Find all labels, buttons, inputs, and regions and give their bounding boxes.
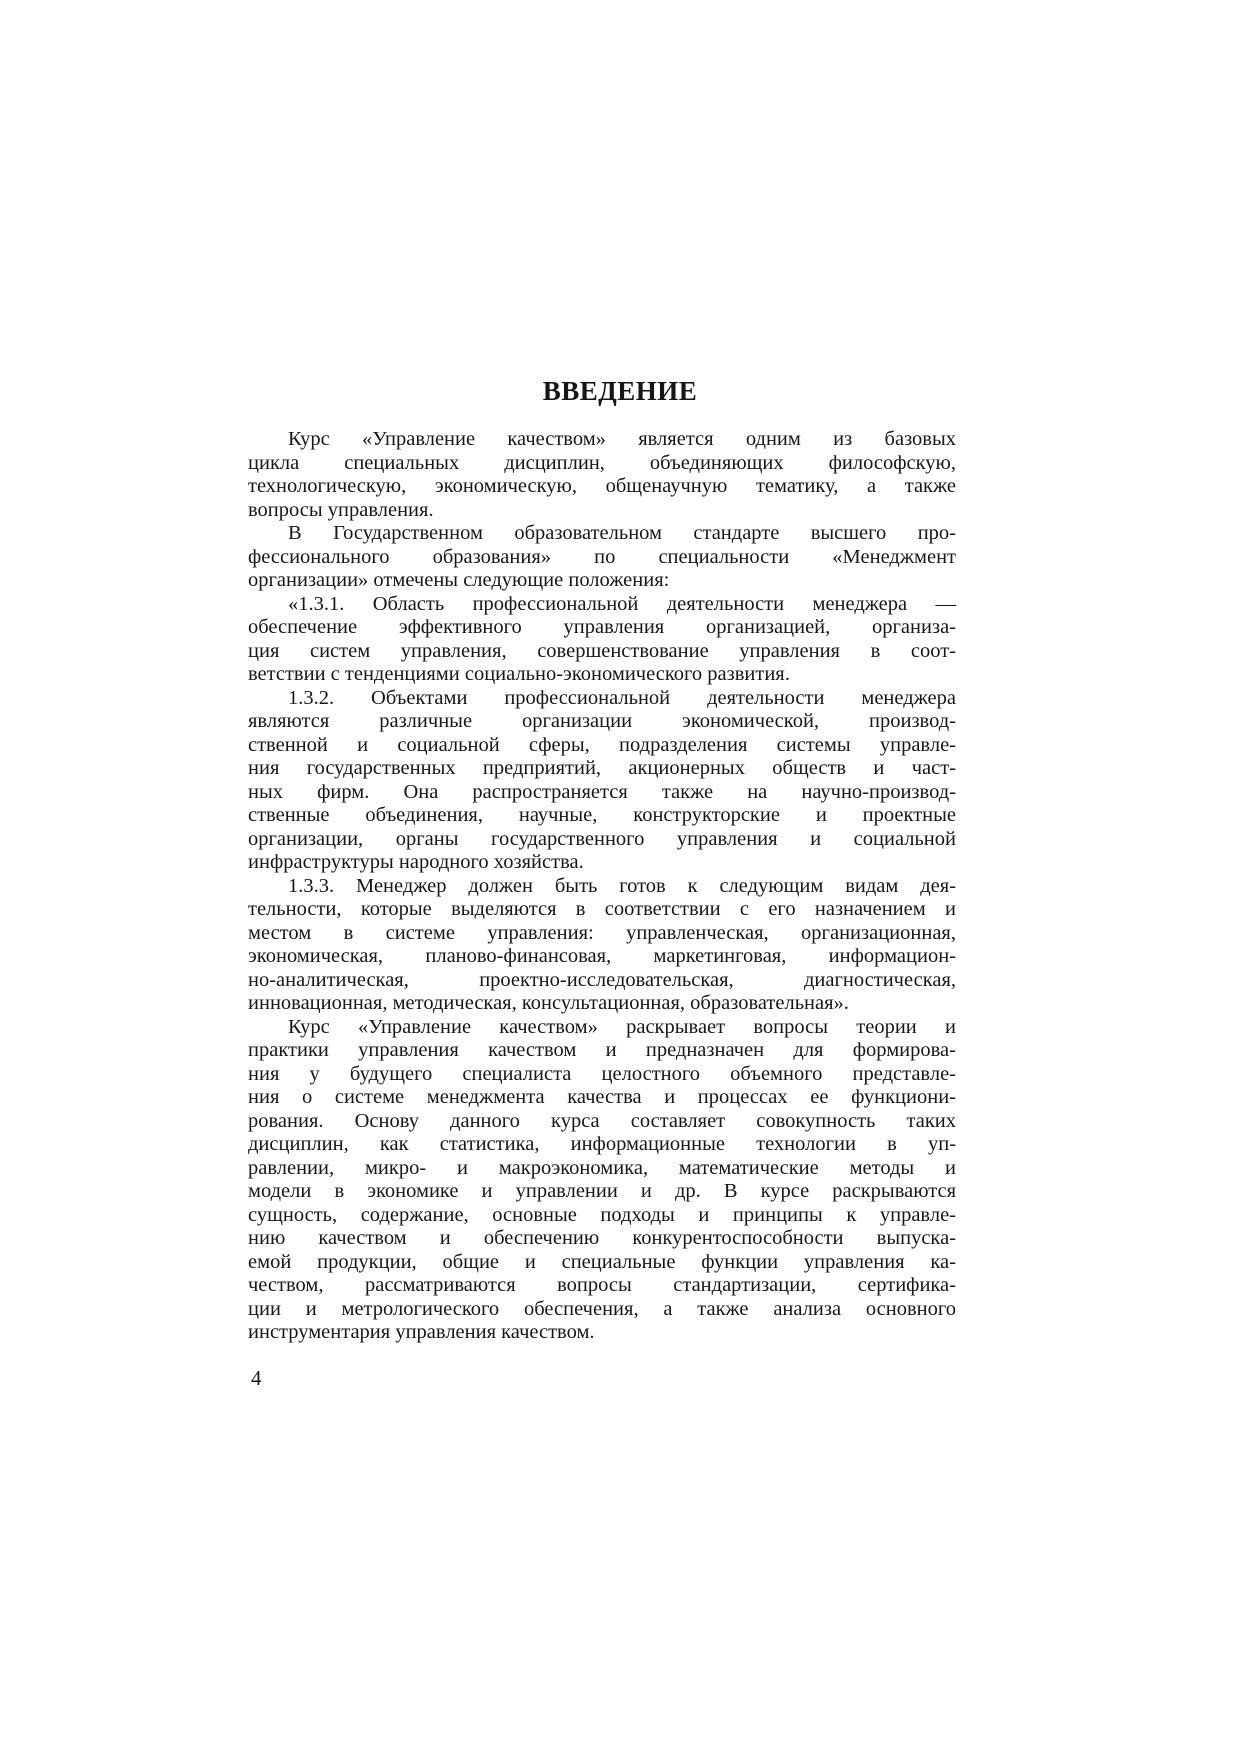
text-line: Курс «Управление качеством» является одним из базовых	[288, 428, 956, 450]
text-line: Курс «Управление качеством» раскрывает вопросы теории и	[288, 1015, 956, 1038]
text-line: модели в экономике и управлении и др. В курсе раскрываются	[248, 1180, 956, 1202]
text-line: инструментария управления качеством.	[248, 1321, 595, 1343]
text-line: нию качеством и обеспечению конкурентоспособности выпуска-	[248, 1227, 956, 1249]
text-line: местом в системе управления: управленческая, организационная,	[248, 921, 956, 944]
text-line: инновационная, методическая, консультационная, образовательная».	[248, 992, 849, 1014]
text-line: «1.3.1. Область профессиональной деятельности менеджера —	[288, 592, 956, 615]
paragraph	[248, 687, 956, 875]
text-line: 1.3.2. Объектами профессиональной деятельности менеджера	[288, 686, 956, 709]
body-text-block	[248, 428, 956, 1345]
text-line: организации» отмечены следующие положения:	[248, 569, 670, 591]
text-line: практики управления качеством и предназначен для формирова-	[248, 1039, 956, 1061]
page-number: 4	[251, 1366, 262, 1390]
text-line: инфраструктуры народного хозяйства.	[248, 851, 584, 873]
text-line: 1.3.3. Менеджер должен быть готов к следующим видам дея-	[288, 874, 956, 897]
paragraph	[248, 1016, 956, 1345]
text-line: В Государственном образовательном стандарте высшего про-	[288, 522, 956, 544]
text-line: равлении, микро- и макроэкономика, математические методы и	[248, 1156, 956, 1179]
text-line: организации, органы государственного управления и социальной	[248, 827, 956, 850]
text-line: ния у будущего специалиста целостного объемного представле-	[248, 1062, 956, 1085]
text-line: рования. Основу данного курса составляет совокупность таких	[248, 1109, 956, 1132]
text-line: ственной и социальной сферы, подразделения системы управле-	[248, 733, 956, 756]
text-line: ния о системе менеджмента качества и процессах ее функциони-	[248, 1086, 956, 1108]
page-title: ВВЕДЕНИЕ	[542, 376, 698, 407]
text-line: чеством, рассматриваются вопросы стандартизации, сертифика-	[248, 1274, 956, 1296]
text-line: экономическая, планово-финансовая, маркетинговая, информацион-	[248, 945, 956, 967]
text-line: цикла специальных дисциплин, объединяющих философскую,	[248, 451, 956, 474]
text-line: вопросы управления.	[248, 498, 434, 521]
paragraph	[248, 428, 956, 522]
paragraph	[248, 593, 956, 687]
text-line: емой продукции, общие и специальные функции управления ка-	[248, 1250, 956, 1273]
text-line: являются различные организации экономической, производ-	[248, 710, 956, 732]
paragraph	[248, 522, 956, 593]
text-line: ветствии с тенденциями социально-экономического развития.	[248, 663, 790, 685]
text-line: технологическую, экономическую, общенаучную тематику, а также	[248, 475, 956, 497]
text-line: ции и метрологического обеспечения, а также анализа основного	[248, 1297, 956, 1320]
text-line: сущность, содержание, основные подходы и принципы к управле-	[248, 1203, 956, 1226]
text-line: ственные объединения, научные, конструкторские и проектные	[248, 804, 956, 826]
paragraph	[248, 875, 956, 1016]
text-line: ных фирм. Она распространяется также на научно-производ-	[248, 780, 956, 803]
text-line: обеспечение эффективного управления организацией, организа-	[248, 616, 956, 638]
text-line: ция систем управления, совершенствование управления в соот-	[248, 639, 956, 662]
text-line: но-аналитическая, проектно-исследовательская, диагностическая,	[248, 968, 956, 991]
text-line: ния государственных предприятий, акционерных обществ и част-	[248, 757, 956, 779]
text-line: дисциплин, как статистика, информационные технологии в уп-	[248, 1133, 956, 1155]
text-line: фессионального образования» по специальности «Менеджмент	[248, 545, 956, 568]
text-line: тельности, которые выделяются в соответствии с его назначением и	[248, 898, 956, 920]
